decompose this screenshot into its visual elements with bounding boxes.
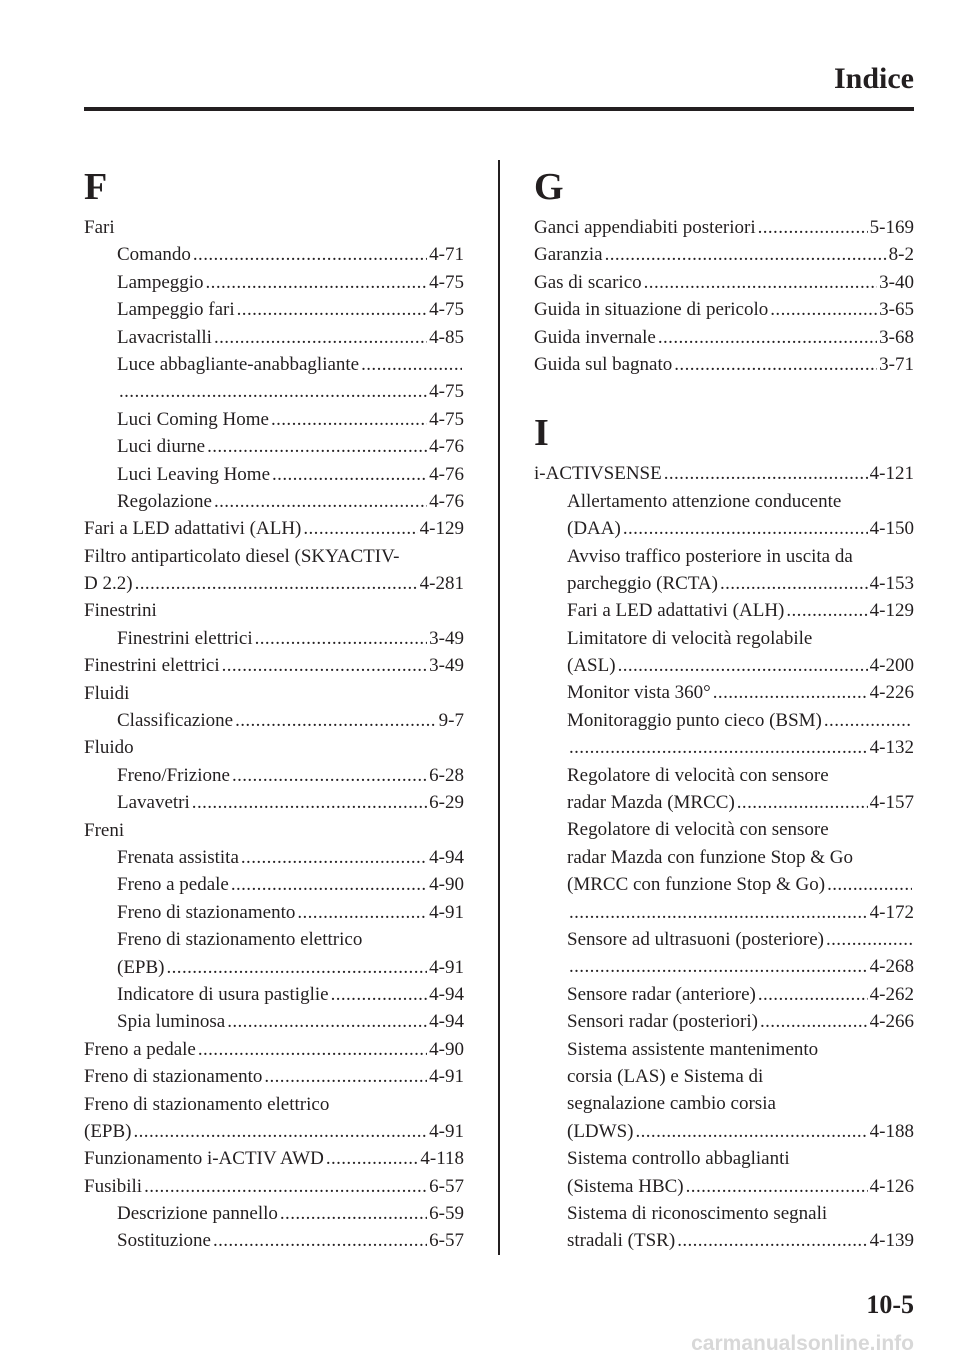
dot-leader <box>205 433 429 460</box>
entry-label: Comando <box>117 244 191 266</box>
dot-leader <box>191 241 429 268</box>
entry-label: Sensore ad ultrasuoni (posteriore) <box>567 928 824 950</box>
index-subentry <box>84 378 464 405</box>
entry-page-ref: 3-49 <box>429 627 464 649</box>
entry-page-ref: 4-75 <box>429 299 464 321</box>
index-entry <box>534 269 914 296</box>
entry-page-ref: 4-129 <box>869 600 914 622</box>
dot-leader <box>768 296 879 323</box>
index-subentry <box>534 570 914 597</box>
index-entry <box>84 1091 464 1118</box>
dot-leader <box>684 1173 870 1200</box>
index-entry <box>84 652 464 679</box>
entry-label: radar Mazda (MRCC) <box>567 792 735 814</box>
entry-page-ref: 4-118 <box>420 1148 464 1170</box>
entry-label: Lavacristalli <box>117 326 212 348</box>
index-subentry <box>84 433 464 460</box>
dot-leader <box>672 351 879 378</box>
dot-leader <box>735 789 870 816</box>
index-entry <box>84 543 464 570</box>
entry-label: stradali (TSR) <box>567 1230 676 1252</box>
entry-label: Monitoraggio punto cieco (BSM) <box>567 709 822 731</box>
index-entry <box>534 214 914 241</box>
entry-label: Sensore radar (anteriore) <box>567 983 756 1005</box>
index-subentry <box>534 981 914 1008</box>
entry-page-ref: 4-153 <box>869 572 914 594</box>
dot-leader <box>262 1063 429 1090</box>
index-subentry <box>534 1063 914 1090</box>
entry-label: (EPB) <box>84 1120 132 1142</box>
dot-leader <box>225 1008 429 1035</box>
entry-page-ref: 4-76 <box>429 463 464 485</box>
index-subentry <box>534 543 914 570</box>
dot-leader <box>133 570 420 597</box>
dot-leader <box>239 844 429 871</box>
entry-label: Classificazione <box>117 710 234 732</box>
index-subentry <box>84 926 464 953</box>
dot-leader <box>142 1173 429 1200</box>
dot-leader <box>711 679 870 706</box>
entry-page-ref: 4-157 <box>869 792 914 814</box>
index-subentry <box>534 1090 914 1117</box>
entry-label: Lavavetri <box>117 792 190 814</box>
index-entry <box>84 1145 464 1172</box>
entry-page-ref: 4-91 <box>429 1120 464 1142</box>
entry-label: (ASL) <box>567 655 616 677</box>
dot-leader <box>824 926 914 953</box>
index-subentry <box>534 515 914 542</box>
entry-page-ref: 4-262 <box>869 983 914 1005</box>
entry-label: Descrizione pannello <box>117 1203 278 1225</box>
dot-leader <box>117 378 429 405</box>
entry-page-ref: 4-75 <box>429 381 464 403</box>
dot-leader <box>235 296 430 323</box>
index-subentry <box>84 899 464 926</box>
entry-label: (EPB) <box>117 956 165 978</box>
index-subentry <box>84 461 464 488</box>
index-subentry <box>534 488 914 515</box>
entry-page-ref: 6-57 <box>429 1175 464 1197</box>
dot-leader <box>756 214 870 241</box>
index-subentry <box>534 953 914 980</box>
dot-leader <box>329 981 430 1008</box>
entry-label: Freno a pedale <box>84 1038 196 1060</box>
entry-page-ref: 4-188 <box>869 1120 914 1142</box>
entry-label: Sistema di riconoscimento segnali <box>567 1202 828 1224</box>
entry-page-ref: 4-76 <box>429 490 464 512</box>
index-subentry <box>534 734 914 761</box>
entry-page-ref: 4-90 <box>429 1038 464 1060</box>
index-subentry <box>534 1008 914 1035</box>
entry-label: Regolatore di velocità con sensore <box>567 764 829 786</box>
index-entry <box>534 324 914 351</box>
entry-page-ref: 8-2 <box>888 244 914 266</box>
entry-label: Luce abbagliante-anabbagliante <box>117 353 360 375</box>
entry-label: D 2.2) <box>84 573 133 595</box>
entry-page-ref: 4-126 <box>869 1175 914 1197</box>
dot-leader <box>220 652 430 679</box>
entry-page-ref: 4-94 <box>429 983 464 1005</box>
index-subentry <box>84 406 464 433</box>
index-subentry <box>534 1227 914 1254</box>
entry-label: Spia luminosa <box>117 1011 226 1033</box>
dot-leader <box>642 269 880 296</box>
index-subentry <box>534 1173 914 1200</box>
entry-label: Freno di stazionamento <box>84 1066 263 1088</box>
index-subentry <box>534 926 914 953</box>
index-subentry <box>84 981 464 1008</box>
index-subentry <box>534 762 914 789</box>
index-subentry <box>534 625 914 652</box>
entry-page-ref: 4-150 <box>869 518 914 540</box>
entry-page-ref: 3-65 <box>879 299 914 321</box>
index-subentry <box>84 241 464 268</box>
dot-leader <box>758 1008 870 1035</box>
index-subentry <box>84 954 464 981</box>
entry-page-ref: 4-75 <box>429 408 464 430</box>
entry-label: Indicatore di usura pastiglie <box>117 983 329 1005</box>
entry-page-ref: 4-76 <box>429 436 464 458</box>
watermark: carmanualsonline.info <box>691 1332 914 1355</box>
index-subentry <box>534 871 914 898</box>
index-subentry <box>534 1118 914 1145</box>
entry-label: (MRCC con funzione Stop & Go) <box>567 874 826 896</box>
dot-leader <box>567 734 870 761</box>
entry-page-ref: 4-281 <box>419 573 464 595</box>
index-subentry <box>84 1200 464 1227</box>
entry-label: Freno di stazionamento <box>117 901 296 923</box>
section-letter: G <box>534 166 564 208</box>
index-subentry <box>534 789 914 816</box>
entry-label: radar Mazda con funzione Stop & Go <box>567 846 853 868</box>
dot-leader <box>656 324 879 351</box>
entry-label: Ganci appendiabiti posteriori <box>534 217 756 238</box>
dot-leader <box>301 515 419 542</box>
index-subentry <box>84 324 464 351</box>
dot-leader <box>621 515 870 542</box>
entry-label: parcheggio (RCTA) <box>567 572 718 594</box>
dot-leader <box>822 707 914 734</box>
index-subentry <box>84 625 464 652</box>
dot-leader <box>633 1118 869 1145</box>
dot-leader <box>359 351 464 378</box>
dot-leader <box>784 597 869 624</box>
dot-leader <box>662 460 870 487</box>
entry-page-ref: 4-94 <box>429 1011 464 1033</box>
entry-label: Sensori radar (posteriori) <box>567 1011 758 1033</box>
column-divider <box>498 160 500 1255</box>
entry-page-ref: 4-268 <box>869 956 914 978</box>
entry-label: Limitatore di velocità regolabile <box>567 627 813 649</box>
index-subentry <box>534 1036 914 1063</box>
page-title: Indice <box>833 62 914 95</box>
entry-page-ref: 4-91 <box>429 956 464 978</box>
entry-label: corsia (LAS) e Sistema di <box>567 1065 764 1087</box>
index-subentry <box>84 762 464 789</box>
entry-label: Finestrini elettrici <box>117 627 253 649</box>
index-entry <box>84 515 464 542</box>
index-subentry <box>534 707 914 734</box>
entry-page-ref: 4-121 <box>869 463 914 485</box>
index-subentry <box>84 296 464 323</box>
dot-leader <box>603 241 889 268</box>
index-entry <box>84 817 464 844</box>
entry-label: Freni <box>84 819 125 841</box>
dot-leader <box>212 488 429 515</box>
index-entry <box>84 1118 464 1145</box>
index-entry <box>84 1063 464 1090</box>
entry-label: Fari a LED adattativi (ALH) <box>84 518 302 540</box>
index-subentry <box>534 679 914 706</box>
dot-leader <box>196 1036 429 1063</box>
entry-label: Guida in situazione di pericolo <box>534 299 769 321</box>
index-entry <box>534 460 914 487</box>
dot-leader <box>324 1145 421 1172</box>
entry-label: Allertamento attenzione conducente <box>567 490 842 512</box>
dot-leader <box>212 324 429 351</box>
entry-page-ref: 6-29 <box>429 792 464 814</box>
index-subentry <box>84 789 464 816</box>
index-entry <box>534 241 914 268</box>
entry-page-ref: 6-28 <box>429 764 464 786</box>
index-column-right <box>534 160 914 1255</box>
entry-label: Freno/Frizione <box>117 764 230 786</box>
index-subentry <box>534 899 914 926</box>
index-entry <box>534 296 914 323</box>
entry-page-ref: 4-71 <box>429 244 464 266</box>
entry-label: Gas di scarico <box>534 271 642 293</box>
entry-label: Luci Coming Home <box>117 408 269 430</box>
dot-leader <box>756 981 870 1008</box>
entry-label: Luci Leaving Home <box>117 463 271 485</box>
entry-page-ref: 4-85 <box>429 326 464 348</box>
index-entry <box>84 680 464 707</box>
dot-leader <box>718 570 870 597</box>
entry-label: Fari a LED adattativi (ALH) <box>567 600 785 622</box>
index-subentry <box>534 816 914 843</box>
dot-leader <box>204 269 430 296</box>
index-subentry <box>84 844 464 871</box>
index-subentry <box>534 1145 914 1172</box>
entry-page-ref: 3-40 <box>879 271 914 293</box>
entry-page-ref: 3-49 <box>429 655 464 677</box>
index-subentry <box>534 652 914 679</box>
entry-label: Luci diurne <box>117 436 206 458</box>
entry-label: Guida invernale <box>534 326 656 348</box>
dot-leader <box>211 1227 429 1254</box>
section-letter: F <box>84 166 108 208</box>
dot-leader <box>253 625 430 652</box>
entry-label: Funzionamento i-ACTIV AWD <box>84 1148 324 1170</box>
header-rule <box>84 107 914 111</box>
index-entry <box>84 597 464 624</box>
entry-label: Filtro antiparticolato diesel (SKYACTIV- <box>84 545 400 567</box>
index-subentry <box>84 1227 464 1254</box>
dot-leader <box>229 871 429 898</box>
dot-leader <box>233 707 439 734</box>
entry-page-ref: 9-7 <box>438 710 464 732</box>
dot-leader <box>825 871 914 898</box>
section-letter: I <box>534 412 549 455</box>
dot-leader <box>675 1227 869 1254</box>
index-entry <box>84 1173 464 1200</box>
entry-label: Fari <box>84 217 115 238</box>
entry-page-ref: 5-169 <box>869 217 914 238</box>
entry-label: Lampeggio fari <box>117 299 235 321</box>
index-subentry <box>534 844 914 871</box>
dot-leader <box>295 899 429 926</box>
entry-page-ref: 4-91 <box>429 1066 464 1088</box>
entry-label: Fluido <box>84 737 134 759</box>
entry-label: Sistema assistente mantenimento <box>567 1038 819 1060</box>
index-column-left <box>84 160 464 1255</box>
index-subentry <box>84 488 464 515</box>
index-subentry <box>84 1008 464 1035</box>
dot-leader <box>278 1200 429 1227</box>
entry-label: Lampeggio <box>117 271 204 293</box>
entry-label: Freno a pedale <box>117 874 229 896</box>
entry-page-ref: 4-90 <box>429 874 464 896</box>
entry-label: Finestrini <box>84 600 157 622</box>
index-subentry <box>84 707 464 734</box>
entry-label: Avviso traffico posteriore in uscita da <box>567 545 853 567</box>
entry-label: Freno di stazionamento elettrico <box>117 929 363 951</box>
entry-label: Garanzia <box>534 244 603 266</box>
entry-page-ref: 3-71 <box>879 353 914 375</box>
entry-page-ref: 4-172 <box>869 901 914 923</box>
index-subentry <box>84 351 464 378</box>
dot-leader <box>269 406 429 433</box>
index-entry <box>534 351 914 378</box>
dot-leader <box>567 953 870 980</box>
entry-label: Fluidi <box>84 682 130 704</box>
entry-page-ref: 4-132 <box>869 737 914 759</box>
entry-label: (Sistema HBC) <box>567 1175 684 1197</box>
section-gap <box>534 378 914 406</box>
entry-page-ref: 4-200 <box>869 655 914 677</box>
entry-label: Freno di stazionamento elettrico <box>84 1093 330 1115</box>
entry-label: (DAA) <box>567 518 621 540</box>
entry-page-ref: 4-139 <box>869 1230 914 1252</box>
index-subentry <box>84 269 464 296</box>
entry-page-ref: 3-68 <box>879 326 914 348</box>
entry-label: segnalazione cambio corsia <box>567 1093 776 1115</box>
entry-label: Regolazione <box>117 490 212 512</box>
index-subentry <box>84 871 464 898</box>
dot-leader <box>132 1118 430 1145</box>
entry-label: Fusibili <box>84 1175 143 1197</box>
entry-page-ref: 4-266 <box>869 1011 914 1033</box>
index-entry <box>84 214 464 241</box>
entry-page-ref: 4-94 <box>429 846 464 868</box>
entry-page-ref: 6-59 <box>429 1203 464 1225</box>
entry-label: i-ACTIVSENSE <box>534 463 662 485</box>
page-number: 10-5 <box>866 1290 914 1319</box>
dot-leader <box>616 652 870 679</box>
dot-leader <box>165 954 430 981</box>
entry-label: Regolatore di velocità con sensore <box>567 819 829 841</box>
entry-label: Sistema controllo abbaglianti <box>567 1148 790 1170</box>
dot-leader <box>230 762 429 789</box>
entry-page-ref: 4-75 <box>429 271 464 293</box>
entry-page-ref: 4-226 <box>869 682 914 704</box>
entry-page-ref: 4-91 <box>429 901 464 923</box>
entry-page-ref: 6-57 <box>429 1230 464 1252</box>
dot-leader <box>567 899 870 926</box>
entry-label: Sostituzione <box>117 1230 211 1252</box>
entry-label: Monitor vista 360° <box>567 682 711 704</box>
entry-label: Guida sul bagnato <box>534 353 673 375</box>
entry-label: Frenata assistita <box>117 846 239 868</box>
entry-label: Finestrini elettrici <box>84 655 220 677</box>
entry-page-ref: 4-129 <box>419 518 464 540</box>
index-subentry <box>534 597 914 624</box>
dot-leader <box>190 789 429 816</box>
dot-leader <box>270 461 429 488</box>
entry-label: (LDWS) <box>567 1120 634 1142</box>
index-entry <box>84 570 464 597</box>
index-subentry <box>534 1200 914 1227</box>
index-entry <box>84 734 464 761</box>
index-entry <box>84 1036 464 1063</box>
